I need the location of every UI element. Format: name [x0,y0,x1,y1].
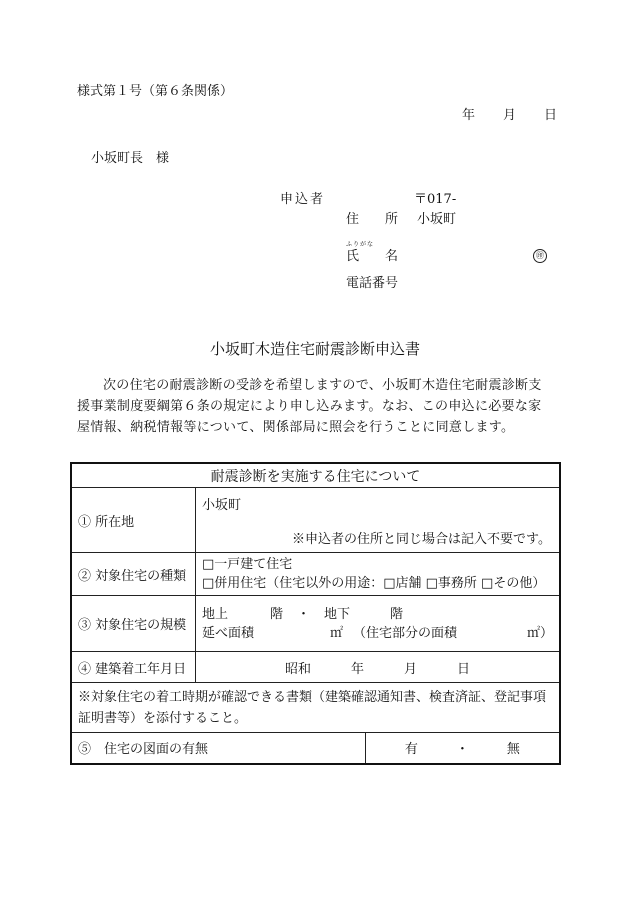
attachment-note: ※対象住宅の着工時期が確認できる書類（建築確認通知書、検査済証、登記事項証明書等）を添付すること。 [71,683,560,733]
scale-residential-area: （住宅部分の面積 [352,625,457,641]
table-row-scale [71,596,560,652]
addressee: 小坂町長 様 [91,151,170,166]
drawings-label: ⑤ 住宅の図面の有無 [71,733,365,764]
drawings-no: 無 [506,742,520,758]
scale-floor-unit-below: 階 [390,606,404,622]
location-value: 小坂町 [201,498,241,513]
date-month-label: 月 [503,108,517,123]
scale-floors-line [202,605,553,624]
document-title: 小坂町木造住宅耐震診断申込書 [209,340,420,358]
start-date-day: 日 [456,661,470,677]
location-note: ※申込者の住所と同じ場合は記入不要です。 [292,532,551,547]
start-date-month: 月 [403,661,417,677]
type-option-detached: □一戸建て住宅 [201,557,293,572]
start-date-label: ④ 建築着工年月日 [71,652,195,683]
postal-code: 〒017- [414,192,457,207]
drawings-cell [365,733,560,764]
applicant-label: 申込者 [280,192,326,207]
name-ruby: ふりがな [346,241,375,248]
table-row-type [71,553,560,596]
table-row-note [71,683,560,733]
table-row-start-date [71,652,560,683]
scale-cell [195,596,560,652]
location-cell [195,488,560,553]
table-row-drawings [71,733,560,764]
intro-paragraph: 次の住宅の耐震診断の受診を希望しますので、小坂町木造住宅耐震診断支援事業制度要綱第６条の規定により申し込みます。なお、この申込に必要な家屋情報、納税情報等について、関係部局に照会を行うことに同意します。 [77,378,542,435]
phone-label: 電話番号 [346,276,399,291]
drawings-separator: ・ [455,742,469,758]
scale-area-unit: ㎡ [329,625,343,641]
date-year-label: 年 [462,108,476,123]
scale-area-label: 延べ面積 [201,625,254,641]
application-date [462,109,557,122]
address-label: 住 所 [346,212,399,227]
table-row-location [71,488,560,553]
housing-info-table [70,462,561,765]
scale-separator: ・ [296,606,310,622]
type-label: ② 対象住宅の種類 [71,553,195,596]
address-value: 小坂町 [417,212,457,227]
scale-residential-unit: ㎡） [526,625,553,641]
date-day-label: 日 [544,108,558,123]
form-number: 様式第１号（第６条関係） [77,84,234,99]
scale-below-label: 地下 [323,606,350,622]
table-heading: 耐震診断を実施する住宅について [71,463,560,488]
scale-label: ③ 対象住宅の規模 [71,596,195,652]
seal-mark: ㊞ [533,249,547,263]
location-label: ① 所在地 [71,488,195,553]
scale-floor-unit-above: 階 [269,606,283,622]
start-date-cell [195,652,560,683]
scale-above-label: 地上 [201,606,228,622]
start-date-year: 年 [350,661,364,677]
start-date-era: 昭和 [284,661,311,677]
name-label: 氏 名 [346,249,399,264]
type-option-mixed: □併用住宅（住宅以外の用途：□店舗 □事務所 □その他） [201,576,546,591]
drawings-yes: 有 [404,742,418,758]
type-cell [195,553,560,596]
scale-area-line [202,624,553,643]
